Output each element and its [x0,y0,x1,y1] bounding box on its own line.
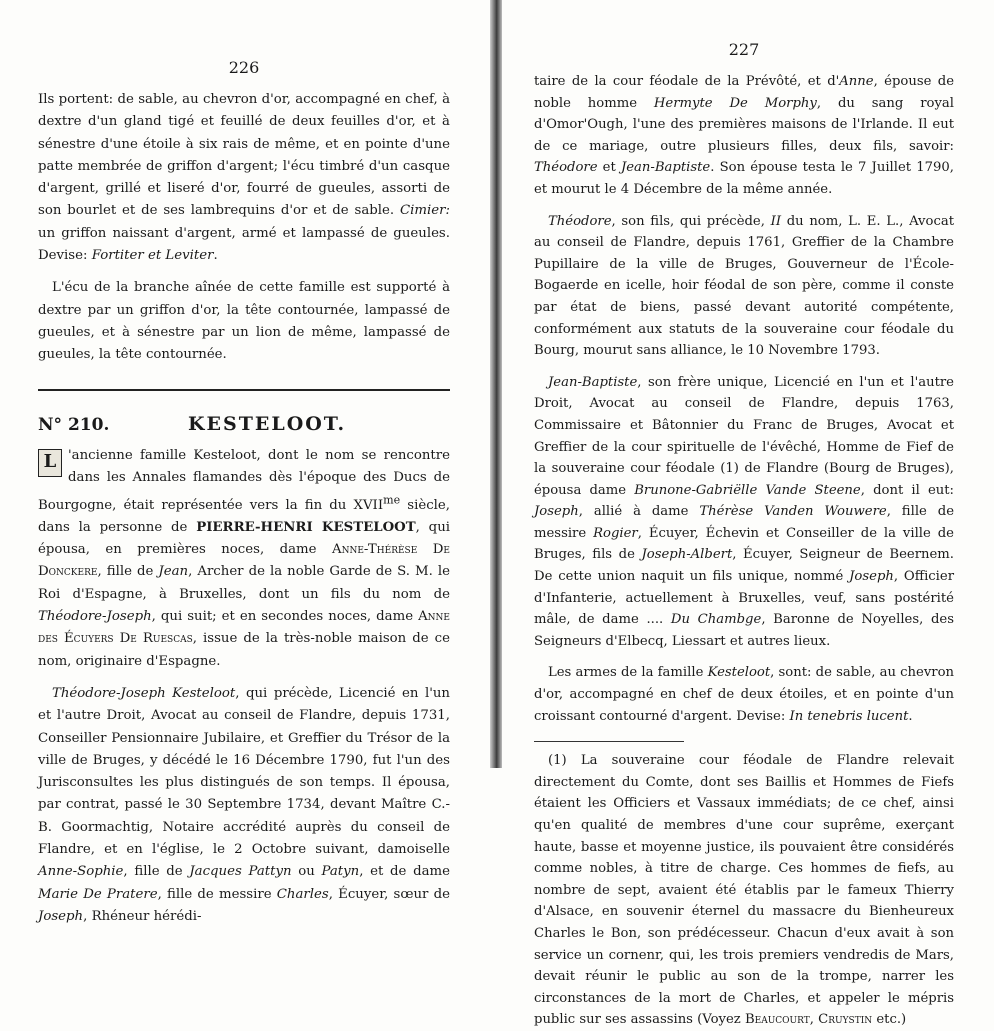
text-run: Marie De Pratere [38,886,158,902]
text-run: me [383,493,401,507]
arms-paragraph-left: Ils portent: de sable, au chevron d'or, accompagné en chef, à dextre d'un gland tigé et feuillé de deux feuilles d'or, et à sénestre d'une étoile à six rais de même, et en pointe d'une patte membrée de griffon d'argent; l'écu timbré d'un casque d'argent, grillé et liseré d'or, fourré de gueules, assorti de son bourlet et de ses lambrequins d'or et de sable. Cimier: un griffon naissant d'argent, armé et lampassé de gueules. Devise: Fortiter et Leviter. [38,92,450,264]
arms-paragraph-right: Les armes de la famille Kesteloot, sont: de sable, au chevron d'or, accompagné en chef de deux étoiles, et en pointe d'un croissant contourné d'argent. Devise: In tenebris lucent. [534,665,955,724]
text-run: In tenebris lucent [789,708,909,724]
text-run: Joseph [534,504,579,520]
text-run: Patyn [321,864,360,880]
text-run: Cimier: [400,203,450,219]
text-run: Brunone-Gabriëlle Vande Steene [634,482,861,498]
text-run: Joseph [38,908,84,924]
text-run: Thérèse Vanden Wouwere [699,504,887,520]
section-divider [38,389,450,391]
family-intro-paragraph [38,445,450,673]
text-run: Théodore [548,213,612,229]
family-intro-text: 'ancienne famille Kesteloot, dont le nom se rencontre dans les Annales flamandes dès l'époque des Ducs de Bourgogne, était représentée vers la fin du $XVII^{me}$ siècle, dans la personne de PIERRE-HENRI KESTELOOT, qui épousa, en premières noces, dame Anne-Thérèse De Donckere, fille de Jean, Archer de la noble Garde de S. M. le Roi d'Espagne, à Bruxelles, dont un fils du nom de Théodore-Joseph, qui suit; et en secondes noces, dame Anne des Écuyers De Ruescas, issue de la très-noble maison de ce nom, originaire d'Espagne. [38,447,451,669]
text-run: PIERRE-HENRI KESTELOOT [196,519,416,535]
text-run: Théodore-Joseph Kesteloot [52,685,236,701]
entry-heading [38,413,450,435]
text-run: Cruystin [818,1012,873,1028]
text-run: Jean [158,564,189,580]
right-page [502,0,994,1028]
text-run: Jean-Baptiste [548,374,638,390]
text-run: Du Chambge [670,612,762,628]
text-run: Anne-Sophie [38,864,124,880]
footnote: (1) La souveraine cour féodale de Flandre relevait directement du Comte, dont ses Baillis et Hommes de Fiefs étaient les Officiers et Vassaux immédiats; de ce chef, ainsi qu'en qualité de membres d'une cour suprême, exerçant haute, basse et moyenne justice, ils pouvaient être considérés comme nobles, à titre de charge. Ces hommes de fiefs, au nombre de sept, avaient été établis par le fameux Thierry d'Alsace, en souvenir éternel du massacre du Bienheureux Charles le Bon, son prédécesseur. Chacun d'eux avait à son service un cornenr, qui, les trois premiers vendredis de Mars, devait réunir le public au son de la trompe, narrer les circonstances de la mort de Charles, et appeler le mépris public sur ses assassins (Voyez Beaucourt, Cruystin etc.) [534,753,954,1028]
supporters-paragraph: L'écu de la branche aînée de cette famille est supporté à dextre par un griffon d'or, la tête contournée, lampassé de gueules, et à sénestre par un lion de même, lampassé de gueules, la tête contournée. [38,280,450,363]
continuation-paragraph: taire de la cour féodale de la Prévôté, et d'Anne, épouse de noble homme Hermyte De Morphy, du sang royal d'Omor'Ough, l'une des premières maisons de l'Irlande. Il eut de ce mariage, outre plusieurs filles, deux fils, savoir: Théodore et Jean-Baptiste. Son épouse testa le 7 Juillet 1790, et mourut le 4 Décembre de la même année. [534,74,954,197]
text-run: Théodore [534,160,598,176]
text-run: Beaucourt [744,1012,810,1028]
text-run: Joseph [849,569,894,585]
drop-cap-initial: L [38,449,62,477]
text-run: Jean-Baptiste [620,160,711,176]
page-number-left: 226 [228,58,260,77]
page-number-right: 227 [728,40,760,59]
text-run: Hermyte De Morphy [653,95,817,111]
text-run: Fortiter et Leviter [91,248,214,264]
text-run: Anne [839,74,874,89]
text-run: II [770,213,782,229]
text-run: Charles [276,886,329,902]
entry-number: N° 210. [38,414,110,435]
left-page [0,0,490,924]
theodore-joseph-paragraph: Théodore-Joseph Kesteloot, qui précède, Licencié en l'un et l'autre Droit, Avocat au conseil de Flandre, depuis 1731, Conseiller Pensionnaire Jubilaire, et Greffier du Trésor de la ville de Bruges, y décédé le 16 Décembre 1790, fut l'un des Jurisconsultes les plus distingués de son temps. Il épousa, par contrat, passé le 30 Septembre 1734, devant Maître C.-B. Goormachtig, Notaire accrédité auprès du conseil de Flandre, et en l'église, le 2 Octobre suivant, damoiselle Anne-Sophie, fille de Jacques Pattyn ou Patyn, et de dame Marie De Pratere, fille de messire Charles, Écuyer, sœur de Joseph, Rhéneur hérédi- [38,685,450,924]
text-run: Rogier [593,525,638,541]
text-run: Théodore-Joseph [38,609,152,625]
text-run: Anne-Thérèse De Donckere [38,542,450,580]
text-run: Jacques Pattyn [189,864,292,880]
family-name-title: KESTELOOT. [188,412,347,435]
theodore-paragraph: Théodore, son fils, qui précède, II du nom, L. E. L., Avocat au conseil de Flandre, depuis 1761, Greffier de la Chambre Pupillaire de la ville de Bruges, Gouverneur de l'École-Bogaerde en icelle, hoir féodal de son père, comme il conste par état de biens, passé devant autorité compétente, conformément aux statuts de la souveraine cour féodale du Bourg, mourut sans alliance, le 10 Novembre 1793. [534,213,954,359]
text-run: Joseph-Albert [641,547,733,563]
jean-baptiste-paragraph: Jean-Baptiste, son frère unique, Licencié en l'un et l'autre Droit, Avocat au conseil de Flandre, depuis 1763, Commissaire et Bâtonnier du Franc de Bruges, Avocat et Greffier de la cour spirituelle de l'évêché, Homme de Fief de la souveraine cour féodale (1) de Flandre (Bourg de Bruges), épousa dame Brunone-Gabriëlle Vande Steene, dont il eut: Joseph, allié à dame Thérèse Vanden Wouwere, fille de messire Rogier, Écuyer, Échevin et Conseiller de la ville de Bruges, fils de Joseph-Albert, Écuyer, Seigneur de Beernem. De cette union naquit un fils unique, nommé Joseph, Officier d'Infanterie, actuellement à Bruxelles, veuf, sans postérité mâle, de dame .... Du Chambge, Baronne de Noyelles, des Seigneurs d'Elbecq, Liessart et autres lieux. [534,374,955,649]
text-run: Kesteloot [707,665,771,681]
text-run: Anne des Écuyers De Ruescas [38,609,450,647]
book-gutter [490,0,502,768]
footnote-divider [534,741,684,742]
